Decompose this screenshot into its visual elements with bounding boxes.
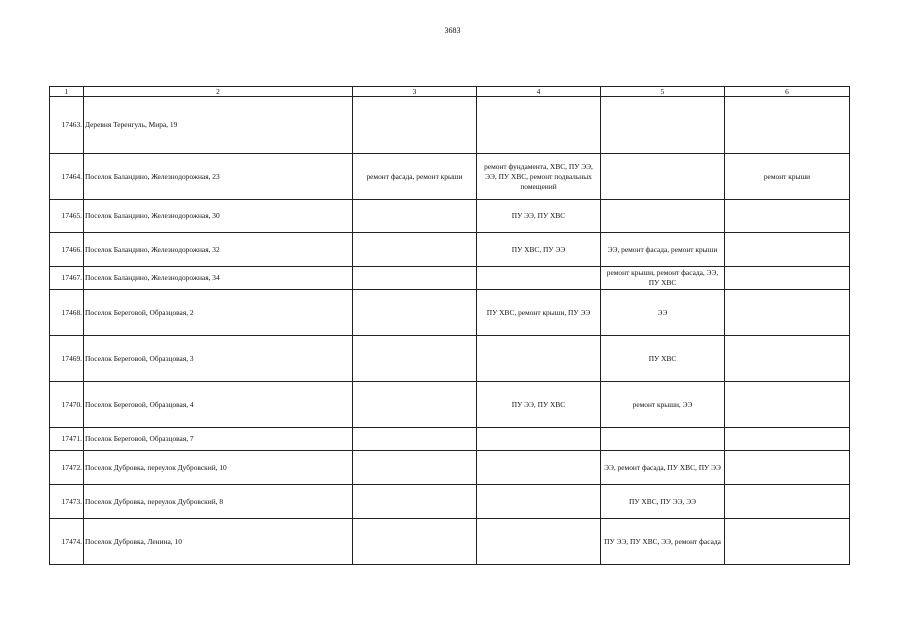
row-cell-col3 — [353, 428, 477, 451]
row-cell-col6 — [725, 290, 850, 336]
row-number: 17468. — [50, 290, 84, 336]
row-cell-col6 — [725, 336, 850, 382]
table-row — [50, 336, 850, 382]
row-cell-col6 — [725, 200, 850, 233]
row-cell-col3 — [353, 451, 477, 485]
row-address: Поселок Береговой, Образцовая, 3 — [84, 336, 353, 382]
row-cell-col4 — [477, 519, 601, 565]
row-address: Поселок Дубровка, переулок Дубровский, 8 — [84, 485, 353, 519]
table-row — [50, 428, 850, 451]
row-number: 17470. — [50, 382, 84, 428]
column-header-5: 5 — [601, 87, 725, 97]
row-cell-col5: ремонт крыши, ЭЭ — [601, 382, 725, 428]
row-cell-col3 — [353, 267, 477, 290]
row-cell-col6 — [725, 382, 850, 428]
row-number: 17463. — [50, 97, 84, 154]
row-address: Поселок Баландино, Железнодорожная, 32 — [84, 233, 353, 267]
table-row — [50, 200, 850, 233]
row-cell-col4 — [477, 336, 601, 382]
row-cell-col6 — [725, 267, 850, 290]
column-header-3: 3 — [353, 87, 477, 97]
row-number: 17467. — [50, 267, 84, 290]
row-cell-col3: ремонт фасада, ремонт крыши — [353, 154, 477, 200]
row-cell-col4: ПУ ХВС, ПУ ЭЭ — [477, 233, 601, 267]
column-header-6: 6 — [725, 87, 850, 97]
row-cell-col5: ПУ ХВС — [601, 336, 725, 382]
table-row — [50, 233, 850, 267]
row-address: Поселок Береговой, Образцовая, 7 — [84, 428, 353, 451]
row-address: Поселок Баландино, Железнодорожная, 23 — [84, 154, 353, 200]
row-cell-col6 — [725, 97, 850, 154]
row-number: 17465. — [50, 200, 84, 233]
row-address: Поселок Береговой, Образцовая, 4 — [84, 382, 353, 428]
column-header-2: 2 — [84, 87, 353, 97]
row-number: 17471. — [50, 428, 84, 451]
row-cell-col4: ПУ ЭЭ, ПУ ХВС — [477, 200, 601, 233]
row-cell-col5 — [601, 154, 725, 200]
row-number: 17474. — [50, 519, 84, 565]
table-row — [50, 451, 850, 485]
row-cell-col3 — [353, 290, 477, 336]
row-address: Поселок Баландино, Железнодорожная, 34 — [84, 267, 353, 290]
row-cell-col6 — [725, 519, 850, 565]
row-cell-col4: ПУ ЭЭ, ПУ ХВС — [477, 382, 601, 428]
row-address: Поселок Дубровка, переулок Дубровский, 10 — [84, 451, 353, 485]
row-cell-col4: ремонт фундамента, ХВС, ПУ ЭЭ, ЭЭ, ПУ ХВС, ремонт подвальных помещений — [477, 154, 601, 200]
row-cell-col4 — [477, 485, 601, 519]
row-cell-col5 — [601, 200, 725, 233]
row-address: Деревня Теренгуль, Мира, 19 — [84, 97, 353, 154]
row-cell-col4: ПУ ХВС, ремонт крыши, ПУ ЭЭ — [477, 290, 601, 336]
row-number: 17469. — [50, 336, 84, 382]
row-address: Поселок Дубровка, Ленина, 10 — [84, 519, 353, 565]
row-cell-col5: ЭЭ, ремонт фасада, ремонт крыши — [601, 233, 725, 267]
row-cell-col3 — [353, 336, 477, 382]
row-cell-col3 — [353, 485, 477, 519]
table-row — [50, 154, 850, 200]
row-cell-col3 — [353, 382, 477, 428]
table-row — [50, 267, 850, 290]
row-cell-col5: ЭЭ, ремонт фасада, ПУ ХВС, ПУ ЭЭ — [601, 451, 725, 485]
row-cell-col5 — [601, 97, 725, 154]
row-address: Поселок Береговой, Образцовая, 2 — [84, 290, 353, 336]
row-cell-col3 — [353, 233, 477, 267]
row-number: 17473. — [50, 485, 84, 519]
column-header-1: 1 — [50, 87, 84, 97]
row-cell-col5 — [601, 428, 725, 451]
row-number: 17464. — [50, 154, 84, 200]
row-number: 17466. — [50, 233, 84, 267]
table-row — [50, 382, 850, 428]
row-cell-col5: ЭЭ — [601, 290, 725, 336]
page-number: 3683 — [444, 26, 461, 35]
row-cell-col5: ПУ ХВС, ПУ ЭЭ, ЭЭ — [601, 485, 725, 519]
table-row — [50, 97, 850, 154]
table-row — [50, 290, 850, 336]
table-row — [50, 485, 850, 519]
row-cell-col4 — [477, 428, 601, 451]
column-header-4: 4 — [477, 87, 601, 97]
row-cell-col3 — [353, 200, 477, 233]
row-cell-col6 — [725, 428, 850, 451]
row-cell-col5: ремонт крыши, ремонт фасада, ЭЭ, ПУ ХВС — [601, 267, 725, 290]
row-cell-col3 — [353, 519, 477, 565]
row-address: Поселок Баландино, Железнодорожная, 30 — [84, 200, 353, 233]
table-row — [50, 519, 850, 565]
row-cell-col6: ремонт крыши — [725, 154, 850, 200]
row-cell-col3 — [353, 97, 477, 154]
row-cell-col6 — [725, 451, 850, 485]
row-cell-col4 — [477, 97, 601, 154]
works-table — [49, 86, 850, 565]
row-cell-col4 — [477, 451, 601, 485]
row-cell-col6 — [725, 485, 850, 519]
row-cell-col5: ПУ ЭЭ, ПУ ХВС, ЭЭ, ремонт фасада — [601, 519, 725, 565]
row-cell-col6 — [725, 233, 850, 267]
row-cell-col4 — [477, 267, 601, 290]
row-number: 17472. — [50, 451, 84, 485]
header-row — [50, 87, 850, 97]
